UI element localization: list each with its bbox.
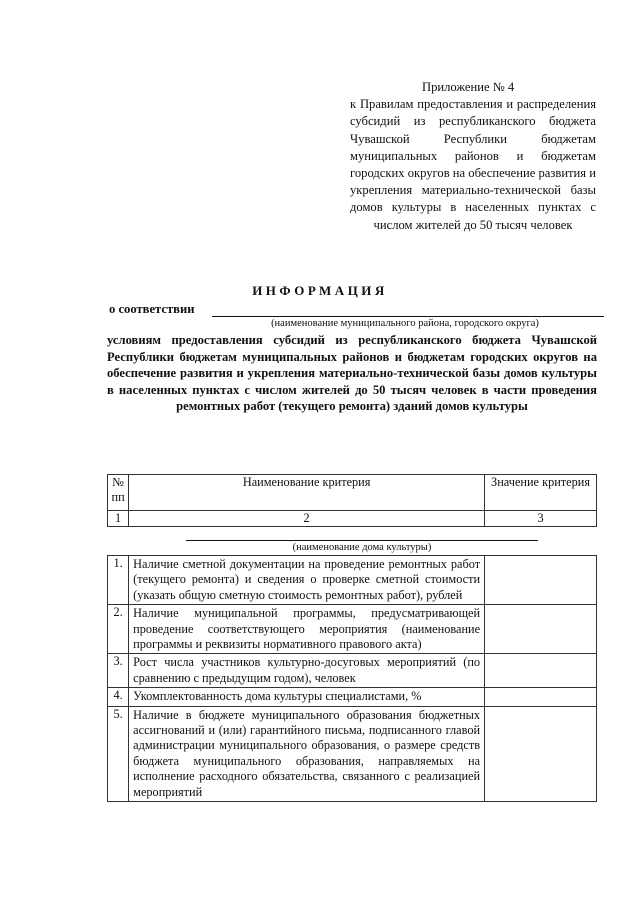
appendix-block bbox=[350, 79, 596, 234]
row-value-cell[interactable] bbox=[485, 605, 597, 654]
row-criterion: Наличие сметной документации на проведение ремонтных работ (текущего ремонта) и сведения о проверке сметной стоимости (указать общую сметную стоимость ремонтных работ), рублей bbox=[129, 556, 485, 605]
appendix-text: к Правилам предоставления и распределения субсидий из республиканского бюджета Чувашской Республики бюджетам муниципальных районов и бюджетам городских округов на обеспечение развития и укрепления материально-технической базы домов культуры в населенных пунктах с числом жителей до 50 тысяч человек bbox=[350, 97, 596, 232]
table-row bbox=[108, 654, 597, 688]
row-number: 4. bbox=[108, 688, 129, 706]
row-criterion: Наличие муниципальной программы, предусматривающей проведение соответствующего мероприятия (наименование программы и реквизиты нормативного правового акта) bbox=[129, 605, 485, 654]
row-criterion: Рост числа участников культурно-досуговых мероприятий (по сравнению с предыдущим годом), человек bbox=[129, 654, 485, 688]
criteria-table bbox=[107, 555, 597, 802]
header-num: № пп bbox=[108, 475, 129, 511]
column-number: 3 bbox=[485, 511, 597, 527]
header-criterion: Наименование критерия bbox=[129, 475, 485, 511]
culture-house-blank-line bbox=[186, 540, 538, 541]
row-value-cell[interactable] bbox=[485, 556, 597, 605]
row-value-cell[interactable] bbox=[485, 688, 597, 706]
row-number: 1. bbox=[108, 556, 129, 605]
criteria-header-table bbox=[107, 474, 597, 527]
culture-house-caption: (наименование дома культуры) bbox=[292, 542, 432, 553]
municipality-caption: (наименование муниципального района, городского округа) bbox=[271, 318, 539, 329]
column-number: 1 bbox=[108, 511, 129, 527]
row-number: 3. bbox=[108, 654, 129, 688]
appendix-title: Приложение № 4 bbox=[422, 80, 515, 94]
column-number: 2 bbox=[129, 511, 485, 527]
row-criterion: Укомплектованность дома культуры специалистами, % bbox=[129, 688, 485, 706]
column-number-row bbox=[108, 511, 597, 527]
document-title: ИНФОРМАЦИЯ bbox=[252, 283, 388, 298]
table-row bbox=[108, 706, 597, 801]
row-criterion: Наличие в бюджете муниципального образования бюджетных ассигнований и (или) гарантийного письма, подписанного главой администрации муниципального образования, о размере средств бюджета муниципального образования, направляемых на исполнение расходного обязательства, связанного с реализацией мероприятий bbox=[129, 706, 485, 801]
row-number: 2. bbox=[108, 605, 129, 654]
row-value-cell[interactable] bbox=[485, 706, 597, 801]
row-value-cell[interactable] bbox=[485, 654, 597, 688]
table-row bbox=[108, 605, 597, 654]
table-row bbox=[108, 556, 597, 605]
document-subtitle: условиям предоставления субсидий из республиканского бюджета Чувашской Республики бюджетам муниципальных районов и бюджетам городских округов на обеспечение развития и укрепления материально-технической базы домов культуры в населенных пунктах с числом жителей до 50 тысяч человек в части проведения ремонтных работ (текущего ремонта) зданий домов культуры bbox=[107, 333, 597, 413]
header-row bbox=[108, 475, 597, 511]
accordance-label: о соответствии bbox=[109, 302, 195, 316]
header-value: Значение критерия bbox=[485, 475, 597, 511]
municipality-blank-line bbox=[212, 316, 604, 317]
table-row bbox=[108, 688, 597, 706]
row-number: 5. bbox=[108, 706, 129, 801]
